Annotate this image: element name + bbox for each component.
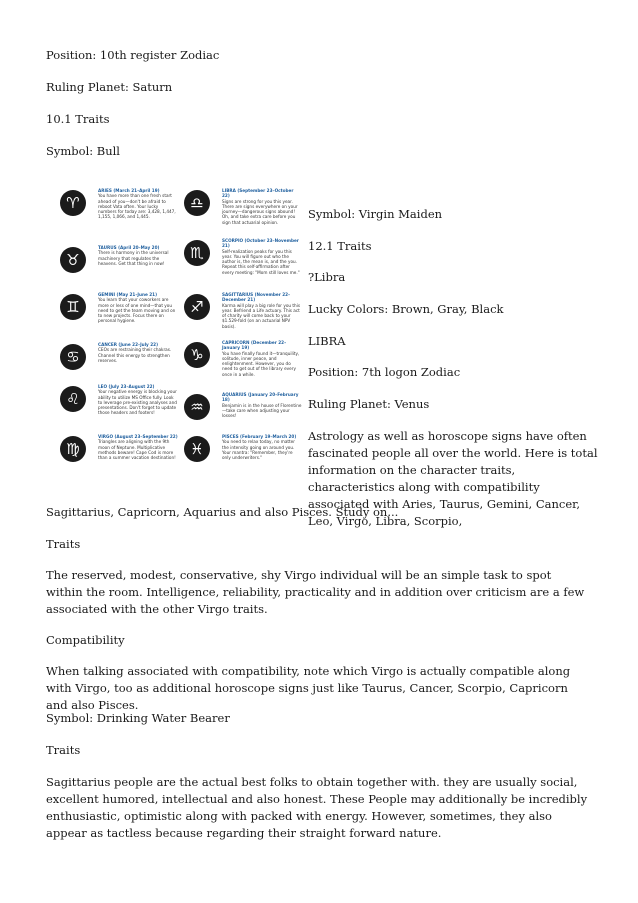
lucky-colors-line: Lucky Colors: Brown, Gray, Black: [308, 302, 504, 316]
sign-heading: SCORPIO (October 23–November 21): [222, 238, 299, 249]
cancer-icon: ♋: [60, 344, 86, 370]
sign-heading: AQUARIUS (January 20–February 18): [222, 392, 299, 403]
libra-ruling-planet-line: Ruling Planet: Venus: [308, 397, 430, 411]
sign-text: Benjamin is in the house of Florentine—take care when adjusting your losses!: [222, 402, 302, 419]
sign-heading: VIRGO (August 23–September 22): [98, 434, 178, 439]
traits-title: Traits: [46, 537, 81, 551]
virgo-traits-paragraph: The reserved, modest, conservative, shy Virgo individual will be an simple task to spot within the room. Intelligence, reliability, practicality and in addition over criticism are a few associated with the other Virgo traits.: [46, 568, 585, 616]
traits-title-2: Traits: [46, 743, 81, 757]
scorpio-icon: ♏: [184, 240, 210, 266]
gemini-icon: ♊: [60, 294, 86, 320]
compatibility-paragraph: When talking associated with compatibility, note which Virgo is actually compatible along with Virgo, too as additional horoscope signs just like Taurus, Cancer, Scorpio, Capricorn and also Pisces.: [46, 664, 571, 712]
sign-heading: SAGITTARIUS (November 22–December 21): [222, 292, 291, 303]
sign-libra: [184, 188, 304, 234]
aries-icon: ♈: [60, 190, 86, 216]
sign-text: Triangles are aligning with the 9th moon of Neptune. Multiplicative methods beware! Cape Cod is more than a summer vacation destination!: [98, 439, 176, 461]
ruling-planet-line: Ruling Planet: Saturn: [46, 80, 173, 94]
sign-heading: TAURUS (April 20–May 20): [98, 245, 160, 250]
aquarius-symbol-line: Symbol: Drinking Water Bearer: [46, 711, 230, 725]
sign-gemini: [60, 292, 180, 338]
virgo-traits-heading: 12.1 Traits: [308, 239, 372, 253]
sign-aquarius: [184, 392, 304, 438]
sign-text: Karma will play a big role for you this year. Befriend a Life actuary. This act of charity will come back to your $1.529-fold (on an actuarial NPV basis).: [222, 302, 301, 329]
sign-heading: LEO (July 23–August 22): [98, 384, 155, 389]
libra-position-line: Position: 7th logon Zodiac: [308, 365, 461, 379]
aquarius-icon: ♒: [184, 394, 210, 420]
sign-capricorn: [184, 340, 304, 386]
symbol-line: Symbol: Bull: [46, 144, 120, 158]
sign-taurus: [60, 245, 180, 291]
intro-paragraph-tail: Sagittarius, Capricorn, Aquarius and also Pisces. Study on...: [46, 505, 399, 519]
sign-text: Your negative energy is blocking your ability to utilize MS Office fully. Look to leverage pre-existing analyses and presentations. Don't forget to update those headers and footers!: [98, 389, 177, 416]
sign-heading: GEMINI (May 21–June 21): [98, 292, 157, 297]
pisces-icon: ♓: [184, 436, 210, 462]
sign-cancer: [60, 342, 180, 388]
sign-heading: PISCES (February 19–March 20): [222, 434, 297, 439]
sign-heading: CAPRICORN (December 22–January 19): [222, 340, 287, 351]
sign-scorpio: [184, 238, 304, 284]
leo-icon: ♌: [60, 386, 86, 412]
capricorn-icon: ♑: [184, 342, 210, 368]
compatibility-title: Compatibility: [46, 633, 125, 647]
sign-heading: LIBRA (September 23–October 22): [222, 188, 294, 199]
sign-text: You have more than one fresh start ahead of you—don't be afraid to reboot Vata often. Your lucky numbers for today are: 3,428, 1,447, 1,155, 1,066, and 1,445.: [98, 193, 176, 220]
position-line: Position: 10th register Zodiac: [46, 48, 220, 62]
sign-virgo: [60, 434, 180, 480]
sign-text: You have finally found it—tranquility, solitude, inner peace, and enlightenment. However, you do need to get out of the library every once in a while.: [222, 350, 300, 377]
libra-link: ?Libra: [308, 270, 346, 284]
sagittarius-traits-paragraph: Sagittarius people are the actual best folks to obtain together with. they are usually social, excellent humored, intellectual and also honest. These People may additionally be incredibly enthusiastic, optimistic along with packed with energy. However, sometimes, they also appear as tactless because regarding their straight forward nature.: [46, 775, 588, 840]
sign-text: There is harmony in the universal machinery that regulates the heavens. Get that thing in now!: [98, 250, 169, 266]
sign-heading: CANCER (June 22–July 22): [98, 342, 158, 347]
sign-text: You need to relax today, no matter the intensity going on around you. Your mantra: "Remember, they're only underwriters.": [222, 439, 295, 461]
sign-pisces: [184, 434, 304, 480]
sagittarius-icon: ♐: [184, 294, 210, 320]
traits-heading: 10.1 Traits: [46, 112, 110, 126]
sign-text: Signs are strong for you this year. There are signs everywhere on your journey—dangerous signs abound! Oh, and take extra care before you sign that actuarial opinion.: [222, 198, 298, 225]
intro-paragraph: Astrology as well as horoscope signs have often fascinated people all over the world. Here is total information on the character traits, characteristics along with compatibility associated with Aries, Taurus, Gemini, Cancer, Leo, Virgo, Libra, Scorpio,: [308, 429, 598, 528]
virgo-icon: ♍: [60, 436, 86, 462]
sign-heading: ARIES (March 21–April 19): [98, 188, 160, 193]
sign-aries: [60, 188, 180, 234]
libra-heading: LIBRA: [308, 334, 346, 348]
sign-text: You learn that your coworkers are more or less of one mind—that you need to get the team moving and on to new projects. Focus there on personal hygiene.: [98, 297, 176, 324]
virgo-symbol-line: Symbol: Virgin Maiden: [308, 207, 443, 221]
taurus-icon: ♉: [60, 247, 86, 273]
sign-text: CEOs are restraining their chakras. Channel this energy to strengthen reserves.: [98, 347, 172, 363]
sign-text: Self-realization peaks for you this year. You will figure out who the author is, the mean is, and the you. Repeat this self-affirmation after every meeting: "Mom still loves me.": [222, 248, 300, 275]
sign-leo: [60, 384, 180, 430]
libra-icon: ♎: [184, 190, 210, 216]
zodiac-horoscope-figure: [60, 180, 300, 502]
sign-sagittarius: [184, 292, 304, 338]
